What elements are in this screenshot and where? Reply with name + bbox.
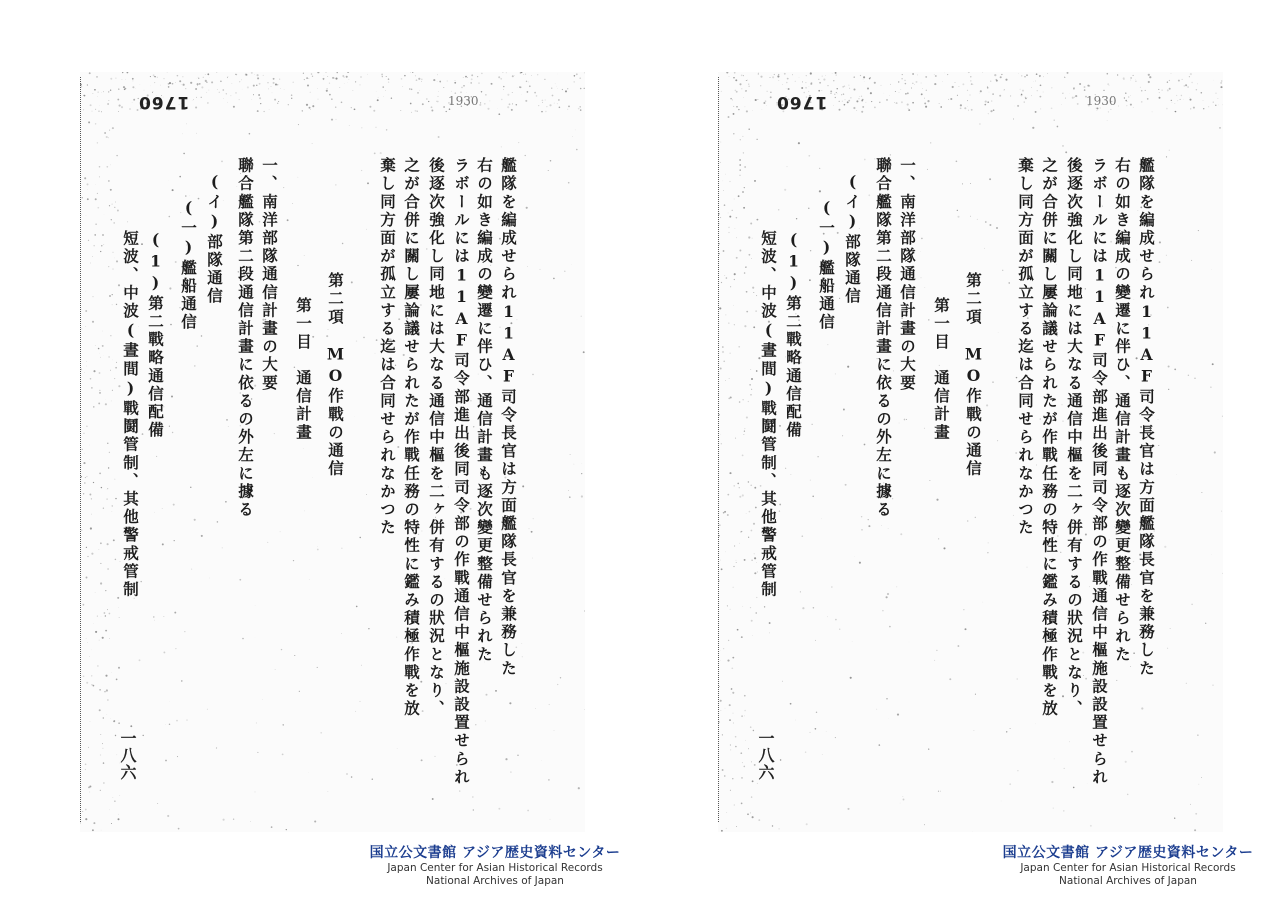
text-column: 之が合併に關し屢論議せられたが作戰任務の特性に鑑み積極作戰を放 (1040, 157, 1059, 719)
page-edge (80, 77, 87, 822)
text-column: (1)第二戰略通信配備 (146, 230, 165, 440)
page-edge (718, 77, 725, 822)
text-column: (一)艦船通信 (817, 198, 836, 332)
section-heading: 第二項 MO作戰の通信 (964, 272, 983, 479)
text-column: ラボールには11AF司令部進出後同司令部の作戰通信中樞施設設置せられ (452, 157, 471, 787)
text-column: (一)艦船通信 (179, 198, 198, 332)
text-column: 聯合艦隊第二段通信計畫に依るの外左に據る (236, 157, 255, 519)
text-column: 右の如き編成の變遷に伴ひ、通信計畫も逐次變更整備せられた (475, 157, 494, 664)
text-column: 聯合艦隊第二段通信計畫に依るの外左に據る (874, 157, 893, 519)
text-column: (イ)部隊通信 (843, 172, 862, 306)
page-number: 一八六 (118, 730, 137, 781)
text-column: 艦隊を編成せられ11AF司令長官は方面艦隊長官を兼務した (499, 157, 518, 678)
jacar-logo (978, 842, 1278, 888)
text-column: 一、南洋部隊通信計畫の大要 (898, 157, 917, 393)
page-header-number: 1760 (776, 92, 828, 112)
page-header-number: 1760 (138, 92, 190, 112)
logo-english-subname: National Archives of Japan (426, 875, 564, 887)
subsection-heading: 第一目 通信計畫 (932, 297, 951, 442)
text-column: 一、南洋部隊通信計畫の大要 (260, 157, 279, 393)
scanned-page-left (80, 72, 585, 832)
logo-english-name: Japan Center for Asian Historical Records (1020, 862, 1236, 874)
logo-japanese-name: 国立公文書館 アジア歴史資料センター (1002, 845, 1254, 861)
page-header-mark: 1930 (1086, 94, 1117, 108)
logo-japanese-name: 国立公文書館 アジア歴史資料センター (369, 845, 621, 861)
subsection-heading: 第一目 通信計畫 (294, 297, 313, 442)
text-column: (イ)部隊通信 (205, 172, 224, 306)
text-column: 棄し同方面が孤立する迄は合同せられなかつた (1016, 157, 1035, 538)
text-column: ラボールには11AF司令部進出後同司令部の作戰通信中樞施設設置せられ (1090, 157, 1109, 787)
text-column: 之が合併に關し屢論議せられたが作戰任務の特性に鑑み積極作戰を放 (402, 157, 421, 719)
scanned-page-right (718, 72, 1223, 832)
text-column: 短波、中波(晝間)戰鬪管制、其他警戒管制 (759, 230, 778, 599)
jacar-logo (340, 842, 650, 888)
text-column: 棄し同方面が孤立する迄は合同せられなかつた (378, 157, 397, 538)
text-column: 艦隊を編成せられ11AF司令長官は方面艦隊長官を兼務した (1137, 157, 1156, 678)
text-column: 後逐次強化し同地には大なる通信中樞を二ヶ併有するの狀況となり、 (427, 157, 446, 719)
text-column: (1)第二戰略通信配備 (784, 230, 803, 440)
page-number: 一八六 (756, 730, 775, 781)
text-column: 短波、中波(晝間)戰鬪管制、其他警戒管制 (121, 230, 140, 599)
page-header-mark: 1930 (448, 94, 479, 108)
section-heading: 第二項 MO作戰の通信 (326, 272, 345, 479)
logo-english-subname: National Archives of Japan (1059, 875, 1197, 887)
text-column: 右の如き編成の變遷に伴ひ、通信計畫も逐次變更整備せられた (1113, 157, 1132, 664)
text-column: 後逐次強化し同地には大なる通信中樞を二ヶ併有するの狀況となり、 (1065, 157, 1084, 719)
logo-english-name: Japan Center for Asian Historical Records (387, 862, 603, 874)
